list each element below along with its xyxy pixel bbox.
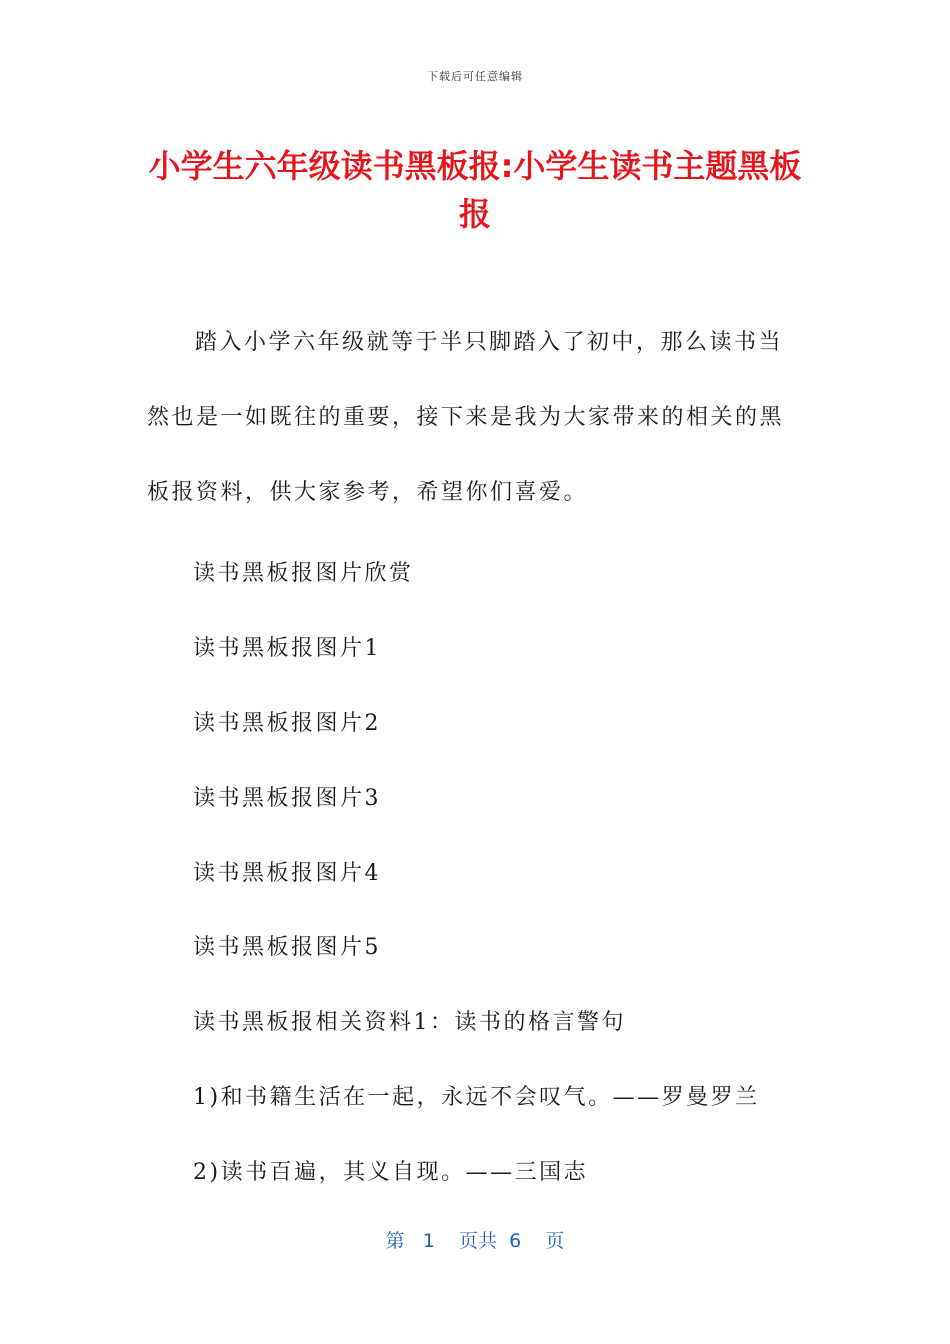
intro-paragraph: 踏入小学六年级就等于半只脚踏入了初中，那么读书当然也是一如既往的重要，接下来是我为大家带来的相关的黑板报资料，供大家参考，希望你们喜爱。 [147,330,785,505]
page-footer [0,1226,950,1253]
footer-prefix: 第 [385,1230,405,1252]
image-caption-1: 读书黑板报图片1 [193,636,381,661]
document-title: 小学生六年级读书黑板报:小学生读书主题黑板报 [148,147,802,233]
quote-2: 2)读书百遍，其义自现。——三国志 [193,1160,589,1185]
image-caption-3: 读书黑板报图片3 [193,786,381,811]
section-heading: 读书黑板报图片欣赏 [193,561,414,586]
image-caption-5: 读书黑板报图片5 [193,935,381,960]
footer-middle: 页共 [459,1230,498,1252]
header-note: 下载后可任意编辑 [427,70,523,83]
image-caption-2: 读书黑板报图片2 [193,711,381,736]
footer-suffix: 页 [545,1230,565,1252]
resource-heading: 读书黑板报相关资料1：读书的格言警句 [193,1010,626,1035]
current-page-number: 1 [422,1230,435,1252]
total-pages-number: 6 [509,1230,522,1252]
image-caption-4: 读书黑板报图片4 [193,861,381,886]
quote-1: 1)和书籍生活在一起，永远不会叹气。——罗曼罗兰 [193,1085,760,1110]
